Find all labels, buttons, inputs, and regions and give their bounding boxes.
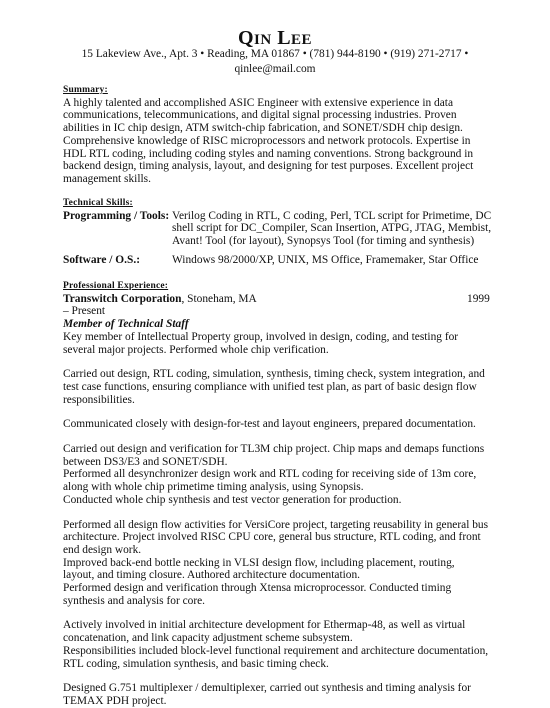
summary-line: HDL RTL coding, including coding styles and naming conventions. Strong background in — [63, 147, 474, 160]
job-paragraph: Performed all design flow activities for VersiCore project, targeting reusability in general bus architecture. Project involved RISC CPU core, general bus structure, RTL coding, and front end design work. Improved back-end bottle necking in VLSI design flow, including placement, routing, layout, and timing closure. Authored architecture documentation. Performed design and verification through Xtensa microprocessor. Conducted timing synthesis and analysis for core. — [63, 518, 489, 607]
summary-line: abilities in IC chip design, ATM switch-chip fabrication, and SONET/SDH chip design. — [63, 122, 463, 135]
job-paragraph: Carried out design, RTL coding, simulation, synthesis, timing check, system integration, and test case functions, ensuring compliance with unified test plan, as part of basic design flow responsibilities. — [63, 368, 485, 406]
contact-info — [40, 47, 510, 77]
skills-heading: Technical Skills: — [63, 198, 133, 208]
contact-address-phones: 15 Lakeview Ave., Apt. 3 • Reading, MA 01867 • (781) 944-8190 • (919) 271-2717 • — [81, 48, 469, 60]
job-header — [63, 293, 503, 306]
software-row — [63, 254, 503, 267]
summary-section — [63, 84, 503, 186]
experience-heading: Professional Experience: — [63, 281, 169, 291]
software-label: Software / O.S.: — [63, 253, 140, 266]
contact-email: qinlee@mail.com — [234, 63, 316, 75]
summary-text — [63, 97, 503, 186]
summary-line: backend design, timing analysis, layout, and designing for test purposes. Excellent project — [63, 160, 474, 173]
job-paragraph: Key member of Intellectual Property group, involved in design, coding, and testing for several major projects. Performed whole chip verification. — [63, 330, 459, 356]
company-location: , Stoneham, MA — [181, 292, 257, 305]
job-paragraph: Actively involved in initial architecture development for Ethermap-48, as well as virtual concatenation, and link capacity adjustment scheme subsystem. Responsibilities included block-level functional requirement and architecture documentation, RTL coding, simulation synthesis, and basic timing check. — [63, 619, 489, 670]
summary-line: Comprehensive knowledge of RISC microprocessors and network protocols. Expertise in — [63, 134, 471, 147]
software-value: Windows 98/2000/XP, UNIX, MS Office, Framemaker, Star Office — [172, 253, 479, 266]
summary-line: communications, telecommunications, and digital signal processing industries. Proven — [63, 109, 457, 122]
candidate-name: QIN LEE — [237, 27, 313, 49]
job-role: Member of Technical Staff — [63, 318, 189, 331]
programming-row — [63, 210, 503, 248]
summary-heading: Summary: — [63, 85, 108, 95]
skills-section — [63, 197, 503, 267]
job-paragraph: Designed G.751 multiplexer / demultiplexer, carried out synthesis and timing analysis for TEMAX PDH project. — [63, 682, 471, 707]
job-paragraph: Communicated closely with design-for-test and layout engineers, prepared documentation. — [63, 418, 476, 431]
summary-line: A highly talented and accomplished ASIC Engineer with extensive experience in data — [63, 96, 454, 109]
company-name: Transwitch Corporation — [63, 292, 182, 305]
summary-line: management skills. — [63, 172, 151, 185]
programming-value: Verilog Coding in RTL, C coding, Perl, TCL script for Primetime, DC shell script for DC_Compiler, Scan Insertion, ATPG, JTAG, Membist, Avant! Tool (for layout), Synopsys Tool (for timing and synthesis) — [172, 209, 492, 248]
job-paragraph: Carried out design and verification for TL3M chip project. Chip maps and demaps functions between DS3/E3 and SONET/SDH. Performed all desynchronizer design work and RTL coding for receiving side of 13m core, along with whole chip primetime timing analysis, using Synopsis. Conducted whole chip synthesis and test vector generation for production. — [63, 443, 485, 506]
experience-section — [63, 280, 503, 708]
programming-label: Programming / Tools: — [63, 209, 170, 222]
job-present: – Present — [63, 305, 106, 318]
job-start-year: 1999 — [467, 292, 490, 305]
